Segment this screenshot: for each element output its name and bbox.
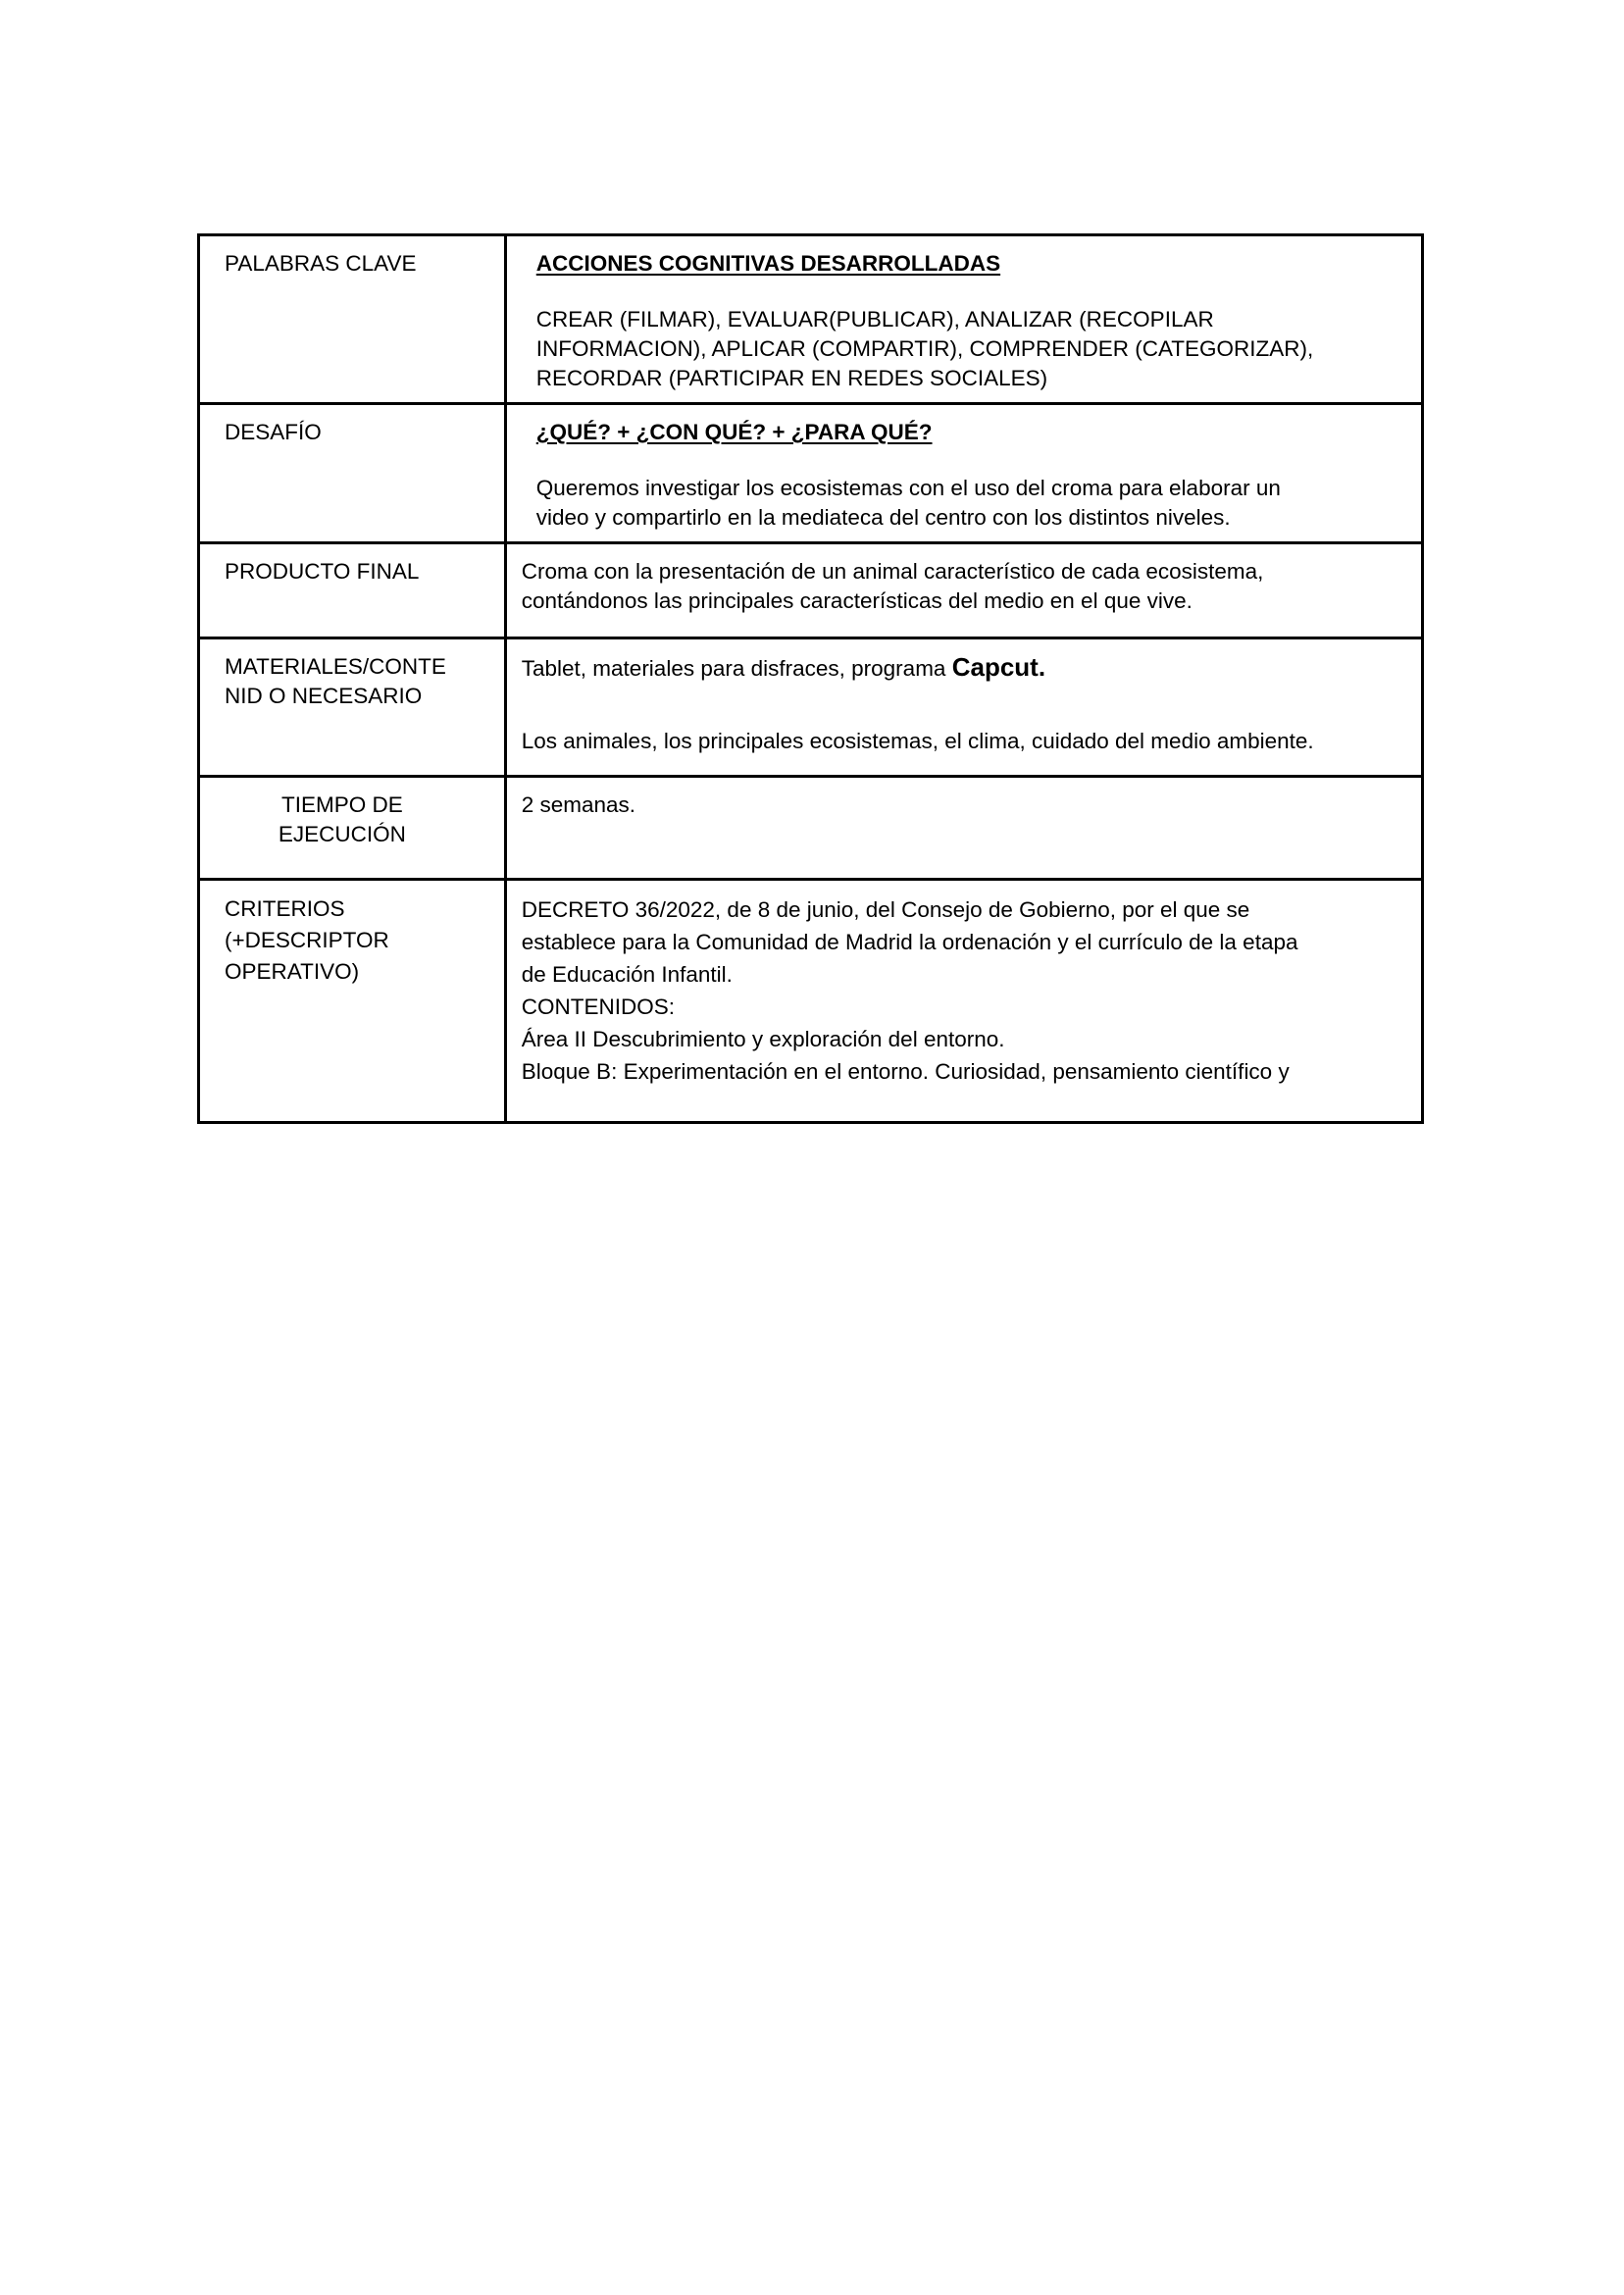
row-label-line: EJECUCIÓN [278,822,406,846]
row-content-cell [505,880,1422,1123]
table-row-criterios [199,880,1423,1123]
text-line: INFORMACION), APLICAR (COMPARTIR), COMPRENDER (CATEGORIZAR), [535,336,1314,361]
text-line: Área II Descubrimiento y exploración del entorno. [521,1027,1005,1051]
row-label-cell [199,777,506,880]
row-label-line: TIEMPO DE [280,792,403,817]
row-label [200,881,504,988]
row-label-line: MATERIALES/CONTE [225,654,446,679]
text-line: RECORDAR (PARTICIPAR EN REDES SOCIALES) [535,366,1048,390]
text-line [522,652,1411,684]
row-label: PALABRAS CLAVE [225,251,417,276]
row-label-line: (+DESCRIPTOR [225,928,389,952]
materials-text: Tablet, materiales para disfraces, programa [521,656,952,681]
row-label-cell [199,638,506,777]
text-line: Bloque B: Experimentación en el entorno. Curiosidad, pensamiento científico y [521,1059,1290,1084]
section-heading: ¿QUÉ? + ¿CON QUÉ? + ¿PARA QUÉ? [535,420,933,444]
row-content-cell [505,404,1422,543]
text-line: Los animales, los principales ecosistemas, el clima, cuidado del medio ambiente. [521,729,1314,753]
text-line: CONTENIDOS: [521,994,676,1019]
text-line: video y compartirlo en la mediateca del centro con los distintos niveles. [535,505,1231,530]
section-heading: ACCIONES COGNITIVAS DESARROLLADAS [535,251,1001,276]
table-row-desafio [199,404,1423,543]
text-line: Croma con la presentación de un animal característico de cada ecosistema, [521,559,1264,584]
row-label [200,639,504,711]
row-label-cell [199,235,506,404]
program-name: Capcut. [951,652,1046,682]
text-line: Queremos investigar los ecosistemas con el uso del croma para elaborar un [535,476,1281,500]
table-row-materiales [199,638,1423,777]
row-content-cell [505,638,1422,777]
row-content-cell [505,543,1422,638]
table-row-producto-final [199,543,1423,638]
row-label-cell [199,404,506,543]
row-label-line: NID O NECESARIO [225,684,423,708]
row-label-line: OPERATIVO) [225,959,360,984]
planning-table [197,233,1424,1124]
text-line: contándonos las principales características del medio en el que vive. [521,588,1193,613]
text-line: establece para la Comunidad de Madrid la ordenación y el currículo de la etapa [521,930,1298,954]
row-label-line: CRITERIOS [225,896,345,921]
row-content-cell [505,777,1422,880]
text-line: de Educación Infantil. [521,962,733,987]
row-label: DESAFÍO [225,420,322,444]
row-label [200,778,504,849]
row-label-cell [199,880,506,1123]
row-label-cell [199,543,506,638]
row-label: PRODUCTO FINAL [225,559,420,584]
text-line: DECRETO 36/2022, de 8 de junio, del Consejo de Gobierno, por el que se [521,897,1250,922]
row-content-cell [505,235,1422,404]
text-line: 2 semanas. [521,792,636,817]
text-line: CREAR (FILMAR), EVALUAR(PUBLICAR), ANALIZAR (RECOPILAR [535,307,1214,332]
table-row-palabras-clave [199,235,1423,404]
table-row-tiempo [199,777,1423,880]
